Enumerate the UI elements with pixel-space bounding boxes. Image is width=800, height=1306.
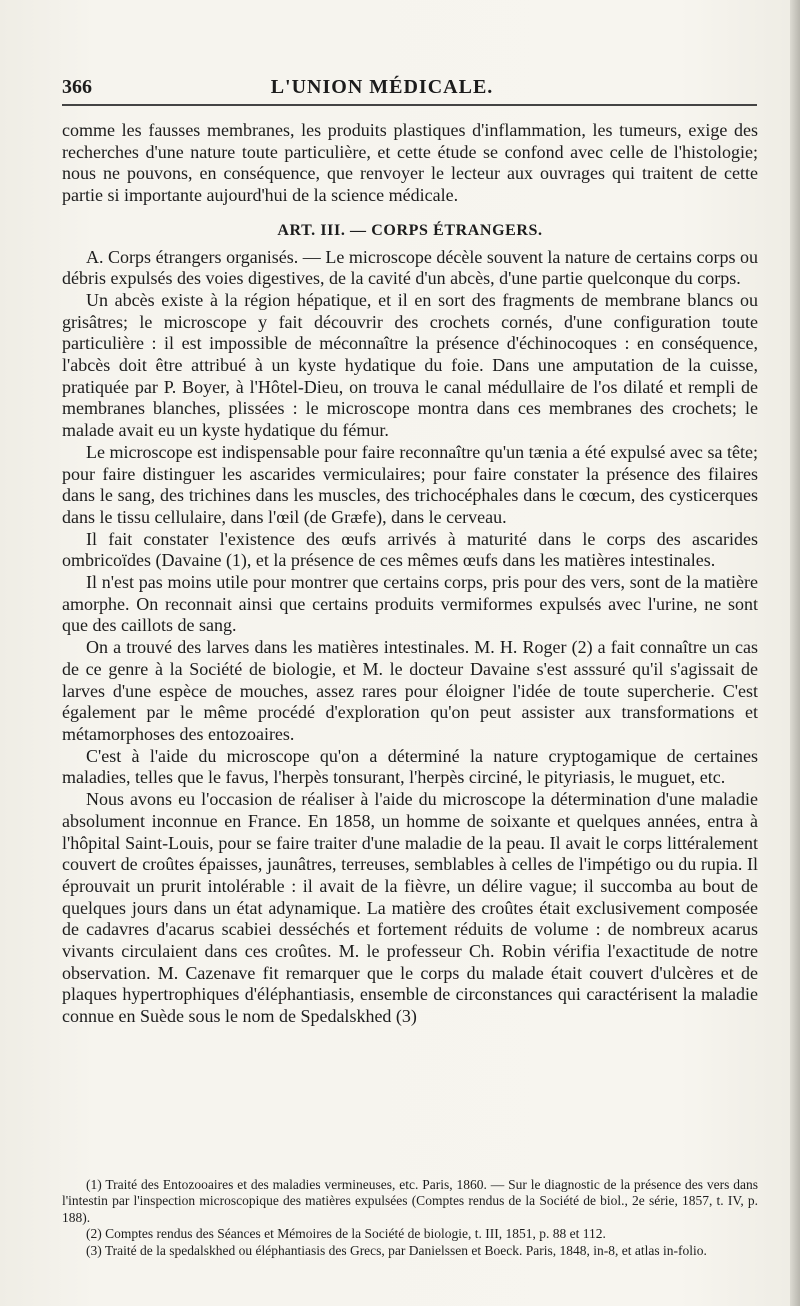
header-rule xyxy=(62,104,757,106)
paragraph: Le microscope est indispensable pour faire reconnaître qu'un tænia a été expulsé avec sa tête; pour faire distinguer les ascarides vermiculaires; pour faire constater la présence des filaires dans le sang, des trichines dans les muscles, des trichocéphales dans le cœcum, des cysticerques dans le tissu cellulaire, dans l'œil (de Græfe), dans le cerveau. xyxy=(62,441,758,527)
section-heading: ART. III. — CORPS ÉTRANGERS. xyxy=(277,221,543,239)
footnote: (1) Traité des Entozooaires et des maladies vermineuses, etc. Paris, 1860. — Sur le diagnostic de la présence des vers dans l'intestin par l'inspection microscopique des matières expulsées (Comptes rendus de la Société de biol., 2e série, 1857, t. IV, p. 188). xyxy=(62,1177,758,1225)
footnote: (3) Traité de la spedalskhed ou éléphantiasis des Grecs, par Danielssen et Boeck. Paris, 1848, in-8, et atlas in-folio. xyxy=(86,1242,707,1258)
paragraph: Un abcès existe à la région hépatique, et il en sort des fragments de membrane blancs ou grisâtres; le microscope y fait découvrir des crochets cornés, d'une configuration toute particulière : il est impossible de méconnaître la présence d'échinocoques : en conséquence, l'abcès doit être attribué à un kyste hydatique du foie. Dans une amputation de la cuisse, pratiquée par P. Boyer, à l'Hôtel-Dieu, on trouva le canal médullaire de l'os dilaté et rempli de membranes blanches, plissées : le microscope montra dans ces membranes des crochets; le malade avait eu un kyste hydatique du fémur. xyxy=(62,289,758,441)
paragraph: Il n'est pas moins utile pour montrer que certains corps, pris pour des vers, sont de la matière amorphe. On reconnait ainsi que certains produits vermiformes expulsés avec l'urine, ne sont que des caillots de sang. xyxy=(62,572,758,636)
page-edge xyxy=(790,0,800,1306)
paragraph: On a trouvé des larves dans les matières intestinales. M. H. Roger (2) a fait connaître un cas de ce genre à la Société de biologie, et M. le docteur Davaine s'est asssuré qu'il s'agissait de larves d'une espèce de mouches, assez rares pour éloigner l'idée de toute supercherie. C'est également par le même procédé d'exploration qu'on peut assister aux transformations et métamorphoses des entozoaires. xyxy=(62,637,758,744)
footnotes xyxy=(62,1177,758,1259)
running-title: L'UNION MÉDICALE. xyxy=(270,76,494,98)
paragraph: A. Corps étrangers organisés. — Le microscope décèle souvent la nature de certains corps ou débris expulsés des voies digestives, de la cavité d'un abcès, d'une partie quelconque du corps. xyxy=(62,246,758,289)
paragraph-continuation: comme les fausses membranes, les produits plastiques d'inflammation, les tumeurs, exige des recherches d'une nature toute particulière, et cette étude se confond avec celle de l'histologie; nous ne pouvons, en conséquence, que renvoyer le lecteur aux ouvrages qui traitent de cette partie si importante aujourd'hui de la science médicale. xyxy=(62,120,758,206)
running-header xyxy=(62,72,762,102)
footnote: (2) Comptes rendus des Séances et Mémoires de la Société de biologie, t. III, 1851, p. 88 et 112. xyxy=(86,1226,606,1242)
paragraph: Nous avons eu l'occasion de réaliser à l'aide du microscope la détermination d'une maladie absolument inconnue en France. En 1858, un homme de soixante et quelques années, entra à l'hôpital Saint-Louis, pour se faire traiter d'une maladie de la peau. Il avait le corps littéralement couvert de croûtes épaisses, jaunâtres, terreuses, semblables à celles de l'impétigo ou du rupia. Il éprouvait un prurit intolérable : il avait de la fièvre, un délire vague; il succomba au bout de quelques jours dans un état adynamique. La matière des croûtes était exclusivement composée de cadavres d'acarus scabiei desséchés et fortement réduits de volume : de nombreux acarus vivants circulaient dans ces croûtes. M. le professeur Ch. Robin vérifia l'exactitude de notre observation. M. Cazenave fit remarquer que le corps du malade était couvert d'ulcères et de plaques hypertrophiques d'éléphantiasis, ensemble de circonstances qui caractérisent la maladie connue en Suède sous le nom de Spedalskhed (3) xyxy=(62,789,758,1027)
page-number: 366 xyxy=(62,76,92,98)
paragraph: Il fait constater l'existence des œufs arrivés à maturité dans le corps des ascarides ombricoïdes (Davaine (1), et la présence de ces mêmes œufs dans les matières intestinales. xyxy=(62,528,758,571)
main-text xyxy=(62,120,758,1028)
paragraph: C'est à l'aide du microscope qu'on a déterminé la nature cryptogamique de certaines maladies, telles que le favus, l'herpès tonsurant, l'herpès circiné, le pityriasis, le muguet, etc. xyxy=(62,745,758,788)
